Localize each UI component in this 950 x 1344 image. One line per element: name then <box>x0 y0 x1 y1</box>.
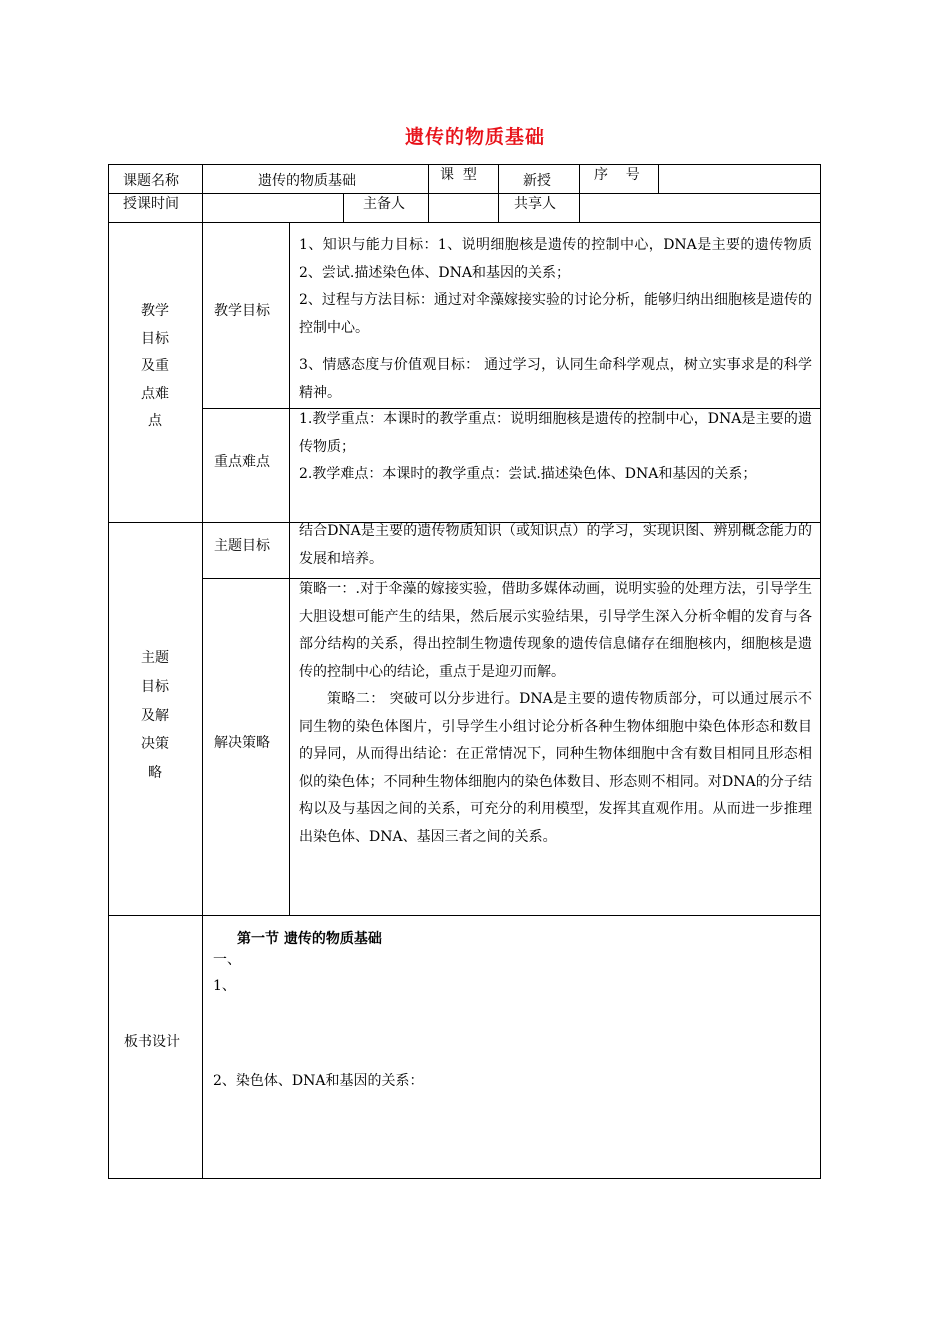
key-points-text: 1.教学重点：本课时的教学重点：说明细胞核是遗传的控制中心，DNA是主要的遗传物质； 2.教学难点：本课时的教学重点：尝试.描述染色体、DNA和基因的关系； <box>299 411 812 482</box>
preparer-label: 主备人 <box>363 196 405 212</box>
board-line-1: 一、 <box>213 952 241 968</box>
key-points-label: 重点难点 <box>214 454 270 470</box>
document-title: 遗传的物质基础 <box>404 126 545 148</box>
board-design-label: 板书设计 <box>124 1034 180 1050</box>
board-line-3: 2、染色体、DNA和基因的关系： <box>213 1073 424 1089</box>
course-type-value: 新授 <box>523 173 551 189</box>
course-name-value: 遗传的物质基础 <box>258 173 356 189</box>
strategy-2: 策略二： 突破可以分步进行。DNA是主要的遗传物质部分，可以通过展示不同生物的染色体图片，引导学生小组讨论分析各种生物体细胞中染色体形态和数目的异同，从而得出结论：在正常情况下，同种生物体细胞中含有数目相同且形态相似的染色体；不同种生物体细胞内的染色体数目、形态则不相同。对DNA的分子结构以及与基因之间的关系，可充分的利用模型，发挥其直观作用。从而进一步推理出染色体、DNA、基因三者之间的关系。 <box>299 691 812 845</box>
board-line-2: 1、 <box>213 978 236 994</box>
board-heading: 第一节 遗传的物质基础 <box>237 931 382 947</box>
sharer-label: 共享人 <box>514 196 556 212</box>
sequence-label: 序 号 <box>594 167 640 183</box>
theme-section-label: 主题 目标 及解 决策 略 <box>141 650 169 782</box>
theme-goal-text: 结合DNA是主要的遗传物质知识（或知识点）的学习，实现识图、辨别概念能力的发展和培养。 <box>299 523 812 567</box>
goals-section-label: 教学 目标 及重 点难 点 <box>141 303 169 430</box>
teaching-goals-label: 教学目标 <box>214 303 270 319</box>
strategy-label: 解决策略 <box>214 735 270 751</box>
theme-goal-label: 主题目标 <box>214 538 270 554</box>
strategy-text <box>299 576 812 851</box>
strategy-1: 策略一：.对于伞藻的嫁接实验，借助多媒体动画，说明实验的处理方法，引导学生大胆设想可能产生的结果，然后展示实验结果，引导学生深入分析伞帽的发育与各部分结构的关系，得出控制生物遗传现象的遗传信息储存在细胞核内，细胞核是遗传的控制中心的结论，重点于是迎刃而解。 <box>299 581 812 680</box>
lesson-time-label: 授课时间 <box>123 196 179 212</box>
course-name-label: 课题名称 <box>123 173 179 189</box>
teaching-goals-text: 1、知识与能力目标：1、说明细胞核是遗传的控制中心，DNA是主要的遗传物质 2、尝试.描述染色体、DNA和基因的关系； 2、过程与方法目标：通过对伞藻嫁接实验的讨论分析，能够归纳出细胞核是遗传的控制中心。 3、情感态度与价值观目标： 通过学习，认同生命科学观点，树立实事求是的科学精神。 <box>299 237 812 401</box>
course-type-label: 课 型 <box>440 167 477 183</box>
